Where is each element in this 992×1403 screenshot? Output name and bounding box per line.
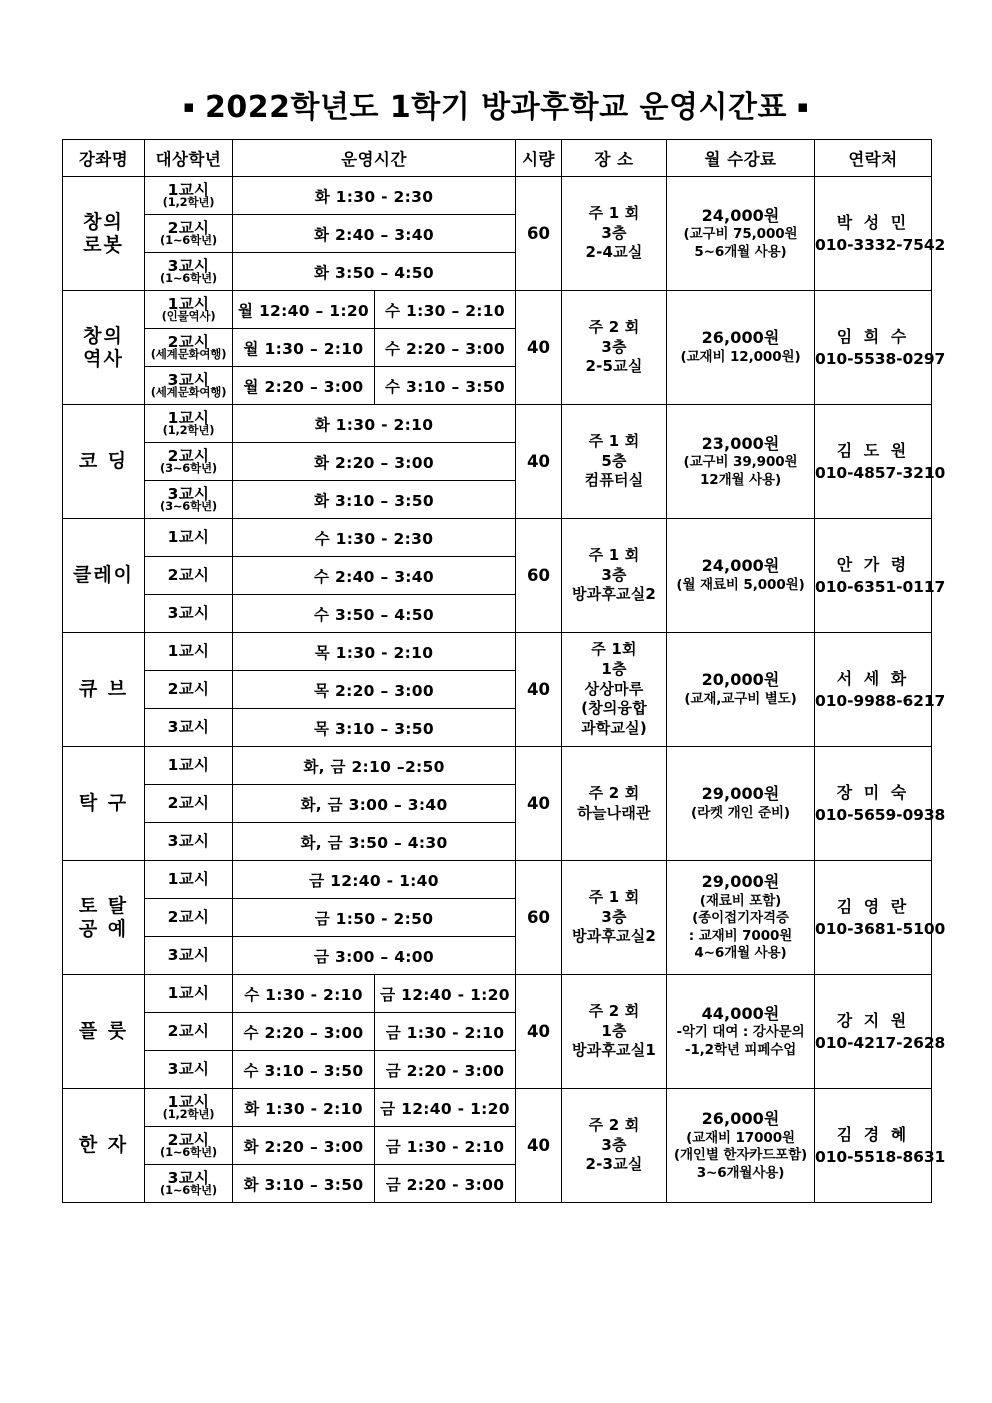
- period-grade-cell: [145, 1089, 233, 1127]
- header-row: [63, 140, 932, 177]
- duration-cell: 60: [516, 177, 562, 291]
- fee-amount: 24,000원: [701, 556, 780, 576]
- fee-note-line: (교구비 75,000원: [683, 226, 798, 243]
- place-line: 2-3교실: [585, 1155, 643, 1174]
- period-grade-cell: [145, 443, 233, 481]
- course-name-cell: [63, 747, 145, 861]
- header-place: 장 소: [562, 140, 667, 177]
- fee-amount: 26,000원: [701, 1108, 780, 1128]
- instructor-phone: 010-3681-5100: [815, 919, 946, 938]
- course-name-cell: [63, 861, 145, 975]
- grade-label: (인물역사): [161, 309, 216, 323]
- place-line: 주 1 회: [588, 545, 640, 564]
- place-line: 1층: [601, 1021, 627, 1040]
- period-grade-cell: [145, 1127, 233, 1165]
- period-label: 2교시: [167, 565, 210, 584]
- grade-label: (1~6학년): [160, 271, 217, 285]
- period-label: 2교시: [167, 218, 210, 237]
- fee-cell: [667, 519, 815, 633]
- course-name-line: 창의: [83, 211, 124, 234]
- table-body: [63, 177, 946, 1203]
- period-label: 2교시: [167, 1130, 210, 1149]
- place-cell: [562, 975, 667, 1089]
- time-slot-cell: 화 1:30 - 2:10: [233, 1089, 375, 1127]
- header-grade: 대상학년: [145, 140, 233, 177]
- place-line: 2-4교실: [585, 243, 643, 262]
- duration-cell: 60: [516, 519, 562, 633]
- place-line: 5층: [601, 451, 627, 470]
- place-line: 상상마루: [584, 679, 644, 698]
- period-grade-cell: [145, 481, 233, 519]
- period-grade-cell: [145, 633, 233, 671]
- contact-cell: [815, 291, 946, 405]
- place-line: 방과후교실2: [571, 927, 657, 946]
- time-slot-cell: 화, 금 2:10 –2:50: [233, 747, 516, 785]
- instructor-name: 김 경 혜: [836, 1124, 910, 1144]
- time-slot-cell: 수 2:20 – 3:00: [375, 329, 516, 367]
- course-name-line: 한 자: [78, 1134, 129, 1157]
- duration-cell: 40: [516, 633, 562, 747]
- time-slot-cell: 수 1:30 – 2:10: [375, 291, 516, 329]
- fee-cell: [667, 861, 815, 975]
- duration-cell: 60: [516, 861, 562, 975]
- fee-cell: [667, 975, 815, 1089]
- instructor-phone: 010-4217-2628: [815, 1033, 946, 1052]
- time-slot-cell: 화 2:20 – 3:00: [233, 1127, 375, 1165]
- period-grade-cell: [145, 519, 233, 557]
- period-label: 3교시: [167, 1059, 210, 1078]
- table-row: [63, 177, 932, 215]
- place-line: 3층: [601, 337, 627, 356]
- fee-cell: [667, 633, 815, 747]
- course-name-cell: [63, 633, 145, 747]
- time-slot-cell: 목 3:10 – 3:50: [233, 709, 516, 747]
- period-label: 3교시: [167, 831, 210, 850]
- place-line: 주 2 회: [588, 1001, 640, 1020]
- place-line: (창의융합: [581, 699, 647, 718]
- fee-note-line: -1,2학년 피페수업: [684, 1041, 797, 1058]
- grade-label: (1,2학년): [162, 1107, 215, 1121]
- time-slot-cell: 금 1:30 - 2:10: [375, 1013, 516, 1051]
- time-slot-cell: 수 3:50 – 4:50: [233, 595, 516, 633]
- course-name-cell: [63, 1089, 145, 1203]
- fee-note-line: -악기 대여 : 강사문의: [676, 1024, 805, 1041]
- instructor-name: 강 지 원: [836, 1010, 910, 1030]
- course-name-line: 클레이: [72, 564, 135, 587]
- course-name-line: 창의: [83, 325, 124, 348]
- time-slot-cell: 수 2:40 – 3:40: [233, 557, 516, 595]
- fee-cell: [667, 291, 815, 405]
- time-slot-cell: 화 1:30 - 2:30: [233, 177, 516, 215]
- duration-cell: 40: [516, 1089, 562, 1203]
- time-slot-cell: 화, 금 3:00 – 3:40: [233, 785, 516, 823]
- grade-label: (1~6학년): [160, 233, 217, 247]
- period-grade-cell: [145, 177, 233, 215]
- fee-amount: 44,000원: [701, 1003, 780, 1023]
- period-grade-cell: [145, 709, 233, 747]
- period-grade-cell: [145, 747, 233, 785]
- period-grade-cell: [145, 785, 233, 823]
- period-grade-cell: [145, 861, 233, 899]
- course-name-line: 역사: [83, 347, 124, 370]
- table-row: [63, 975, 932, 1013]
- place-cell: [562, 747, 667, 861]
- instructor-phone: 010-5518-8631: [815, 1147, 946, 1166]
- period-grade-cell: [145, 253, 233, 291]
- course-name-line: 탁 구: [78, 792, 129, 815]
- grade-label: (세계문화여행): [150, 347, 227, 361]
- grade-label: (3~6학년): [160, 499, 217, 513]
- place-line: 3층: [601, 565, 627, 584]
- duration-cell: 40: [516, 747, 562, 861]
- instructor-name: 김 영 란: [836, 896, 910, 916]
- period-label: 3교시: [167, 256, 210, 275]
- time-slot-cell: 화 3:50 – 4:50: [233, 253, 516, 291]
- period-grade-cell: [145, 405, 233, 443]
- fee-cell: [667, 177, 815, 291]
- time-slot-cell: 금 12:40 - 1:20: [375, 1089, 516, 1127]
- contact-cell: [815, 405, 946, 519]
- place-line: 주 2 회: [588, 1115, 640, 1134]
- period-label: 1교시: [167, 869, 210, 888]
- fee-note-line: 5~6개월 사용): [694, 243, 787, 260]
- fee-note-line: (월 재료비 5,000원): [676, 577, 805, 594]
- period-label: 2교시: [167, 679, 210, 698]
- title-bullet-right-icon: ▪: [796, 97, 809, 117]
- period-grade-cell: [145, 595, 233, 633]
- contact-cell: [815, 633, 946, 747]
- period-label: 1교시: [167, 1092, 210, 1111]
- period-label: 2교시: [167, 332, 210, 351]
- period-grade-cell: [145, 367, 233, 405]
- place-cell: [562, 1089, 667, 1203]
- period-grade-cell: [145, 899, 233, 937]
- place-cell: [562, 405, 667, 519]
- place-line: 주 1 회: [588, 203, 640, 222]
- instructor-phone: 010-4857-3210: [815, 463, 946, 482]
- course-name-line: 로봇: [83, 233, 124, 256]
- place-cell: [562, 291, 667, 405]
- fee-note-line: (종이접기자격증: [692, 910, 789, 927]
- instructor-name: 임 희 수: [836, 326, 910, 346]
- fee-note-line: (교재비 12,000원): [680, 349, 801, 366]
- fee-note-line: 3~6개월사용): [696, 1164, 785, 1181]
- fee-note-line: (교구비 39,900원: [683, 454, 798, 471]
- place-line: 방과후교실2: [571, 585, 657, 604]
- fee-amount: 29,000원: [701, 872, 780, 891]
- instructor-name: 안 가 령: [836, 554, 910, 574]
- header-duration: 시량: [516, 140, 562, 177]
- header-fee: 월 수강료: [667, 140, 815, 177]
- table-row: [63, 1089, 932, 1127]
- place-cell: [562, 633, 667, 747]
- period-label: 3교시: [167, 603, 210, 622]
- place-line: 과학교실): [581, 719, 647, 738]
- period-grade-cell: [145, 215, 233, 253]
- header-contact: 연락처: [815, 140, 932, 177]
- period-grade-cell: [145, 291, 233, 329]
- contact-cell: [815, 747, 946, 861]
- period-label: 3교시: [167, 484, 210, 503]
- time-slot-cell: 화 3:10 – 3:50: [233, 481, 516, 519]
- time-slot-cell: 수 3:10 – 3:50: [233, 1051, 375, 1089]
- fee-note-line: 4~6개월 사용): [694, 945, 787, 962]
- contact-cell: [815, 177, 946, 291]
- time-slot-cell: 금 1:50 - 2:50: [233, 899, 516, 937]
- grade-label: (1~6학년): [160, 1145, 217, 1159]
- time-slot-cell: 목 1:30 - 2:10: [233, 633, 516, 671]
- period-label: 3교시: [167, 945, 210, 964]
- time-slot-cell: 화, 금 3:50 – 4:30: [233, 823, 516, 861]
- period-grade-cell: [145, 671, 233, 709]
- place-line: 방과후교실1: [571, 1041, 657, 1060]
- page-title-text: 2022학년도 1학기 방과후학교 운영시간표: [205, 90, 787, 125]
- table-row: [63, 519, 932, 557]
- time-slot-cell: 수 3:10 – 3:50: [375, 367, 516, 405]
- time-slot-cell: 화 2:20 – 3:00: [233, 443, 516, 481]
- duration-cell: 40: [516, 975, 562, 1089]
- fee-note-line: (재료비 포함): [699, 892, 782, 909]
- place-line: 3층: [601, 223, 627, 242]
- place-line: 3층: [601, 907, 627, 926]
- period-label: 1교시: [167, 294, 210, 313]
- time-slot-cell: 금 2:20 - 3:00: [375, 1051, 516, 1089]
- grade-label: (1~6학년): [160, 1183, 217, 1197]
- place-line: 3층: [601, 1135, 627, 1154]
- time-slot-cell: 목 2:20 – 3:00: [233, 671, 516, 709]
- fee-cell: [667, 747, 815, 861]
- fee-note-line: 12개월 사용): [700, 471, 782, 488]
- course-name-cell: [63, 975, 145, 1089]
- place-line: 1층: [601, 659, 627, 678]
- time-slot-cell: 금 12:40 - 1:40: [233, 861, 516, 899]
- time-slot-cell: 월 12:40 – 1:20: [233, 291, 375, 329]
- grade-label: (1,2학년): [162, 423, 215, 437]
- period-label: 1교시: [167, 641, 210, 660]
- fee-note-line: (교재비 17000원: [686, 1129, 795, 1146]
- place-line: 주 2 회: [588, 783, 640, 802]
- course-name-line: 코 딩: [78, 450, 129, 473]
- instructor-phone: 010-9988-6217: [815, 691, 946, 710]
- course-name-line: 플 룻: [78, 1020, 129, 1043]
- time-slot-cell: 수 1:30 - 2:10: [233, 975, 375, 1013]
- period-label: 1교시: [167, 527, 210, 546]
- table-header: [63, 140, 932, 177]
- period-label: 2교시: [167, 1021, 210, 1040]
- fee-amount: 29,000원: [701, 784, 780, 804]
- place-line: 컴퓨터실: [584, 471, 644, 490]
- grade-label: (1,2학년): [162, 195, 215, 209]
- table-row: [63, 861, 932, 899]
- title-bullet-left-icon: ▪: [183, 97, 196, 117]
- time-slot-cell: 금 3:00 – 4:00: [233, 937, 516, 975]
- time-slot-cell: 월 2:20 – 3:00: [233, 367, 375, 405]
- period-label: 3교시: [167, 370, 210, 389]
- fee-amount: 20,000원: [701, 670, 780, 690]
- table-row: [63, 291, 932, 329]
- period-grade-cell: [145, 1051, 233, 1089]
- place-cell: [562, 861, 667, 975]
- period-label: 1교시: [167, 983, 210, 1002]
- instructor-phone: 010-6351-0117: [815, 577, 946, 596]
- course-name-cell: [63, 177, 145, 291]
- period-grade-cell: [145, 823, 233, 861]
- time-slot-cell: 금 2:20 - 3:00: [375, 1165, 516, 1203]
- duration-cell: 40: [516, 405, 562, 519]
- instructor-name: 장 미 숙: [836, 782, 910, 802]
- contact-cell: [815, 975, 946, 1089]
- contact-cell: [815, 1089, 946, 1203]
- course-name-line: 토 탈: [78, 895, 129, 918]
- period-grade-cell: [145, 937, 233, 975]
- course-name-cell: [63, 291, 145, 405]
- period-label: 2교시: [167, 446, 210, 465]
- fee-amount: 26,000원: [701, 328, 780, 348]
- fee-note-line: (라켓 개인 준비): [691, 805, 791, 822]
- period-grade-cell: [145, 1013, 233, 1051]
- time-slot-cell: 화 1:30 - 2:10: [233, 405, 516, 443]
- time-slot-cell: 화 2:40 – 3:40: [233, 215, 516, 253]
- time-slot-cell: 수 2:20 – 3:00: [233, 1013, 375, 1051]
- grade-label: (세계문화여행): [150, 385, 227, 399]
- fee-cell: [667, 405, 815, 519]
- instructor-name: 김 도 원: [836, 440, 910, 460]
- course-name-line: 큐 브: [78, 678, 129, 701]
- fee-note-line: : 교재비 7000원: [688, 927, 793, 944]
- duration-cell: 40: [516, 291, 562, 405]
- period-label: 2교시: [167, 907, 210, 926]
- schedule-table-container: [62, 139, 946, 1203]
- period-grade-cell: [145, 329, 233, 367]
- course-name-cell: [63, 519, 145, 633]
- period-grade-cell: [145, 975, 233, 1013]
- course-name-cell: [63, 405, 145, 519]
- page-title: [0, 82, 992, 126]
- contact-cell: [815, 861, 946, 975]
- place-line: 주 1회: [591, 640, 637, 658]
- instructor-name: 박 성 민: [836, 212, 910, 232]
- period-label: 3교시: [167, 1168, 210, 1187]
- fee-amount: 23,000원: [701, 433, 780, 453]
- period-label: 2교시: [167, 793, 210, 812]
- place-line: 하늘나래관: [577, 803, 651, 822]
- course-name-line: 공 예: [78, 917, 129, 940]
- instructor-name: 서 세 화: [836, 668, 910, 688]
- place-cell: [562, 177, 667, 291]
- table-row: [63, 405, 932, 443]
- contact-cell: [815, 519, 946, 633]
- time-slot-cell: 금 12:40 - 1:20: [375, 975, 516, 1013]
- instructor-phone: 010-5538-0297: [815, 349, 946, 368]
- fee-cell: [667, 1089, 815, 1203]
- fee-note-line: (개인별 한자카드포함): [673, 1147, 808, 1164]
- time-slot-cell: 금 1:30 - 2:10: [375, 1127, 516, 1165]
- place-cell: [562, 519, 667, 633]
- place-line: 주 1 회: [588, 887, 640, 906]
- period-label: 1교시: [167, 408, 210, 427]
- instructor-phone: 010-3332-7542: [815, 235, 946, 254]
- period-label: 3교시: [167, 717, 210, 736]
- place-line: 주 1 회: [588, 431, 640, 450]
- period-label: 1교시: [167, 755, 210, 774]
- schedule-table: [62, 139, 946, 1203]
- period-label: 1교시: [167, 180, 210, 199]
- table-row: [63, 633, 932, 671]
- header-time: 운영시간: [233, 140, 516, 177]
- time-slot-cell: 화 3:10 – 3:50: [233, 1165, 375, 1203]
- fee-note-line: (교재,교구비 별도): [684, 691, 797, 708]
- fee-amount: 24,000원: [701, 205, 780, 225]
- place-line: 2-5교실: [585, 357, 643, 376]
- place-line: 주 2 회: [588, 317, 640, 336]
- time-slot-cell: 수 1:30 - 2:30: [233, 519, 516, 557]
- header-course: 강좌명: [63, 140, 145, 177]
- instructor-phone: 010-5659-0938: [815, 805, 946, 824]
- period-grade-cell: [145, 557, 233, 595]
- grade-label: (3~6학년): [160, 461, 217, 475]
- table-row: [63, 747, 932, 785]
- period-grade-cell: [145, 1165, 233, 1203]
- time-slot-cell: 월 1:30 – 2:10: [233, 329, 375, 367]
